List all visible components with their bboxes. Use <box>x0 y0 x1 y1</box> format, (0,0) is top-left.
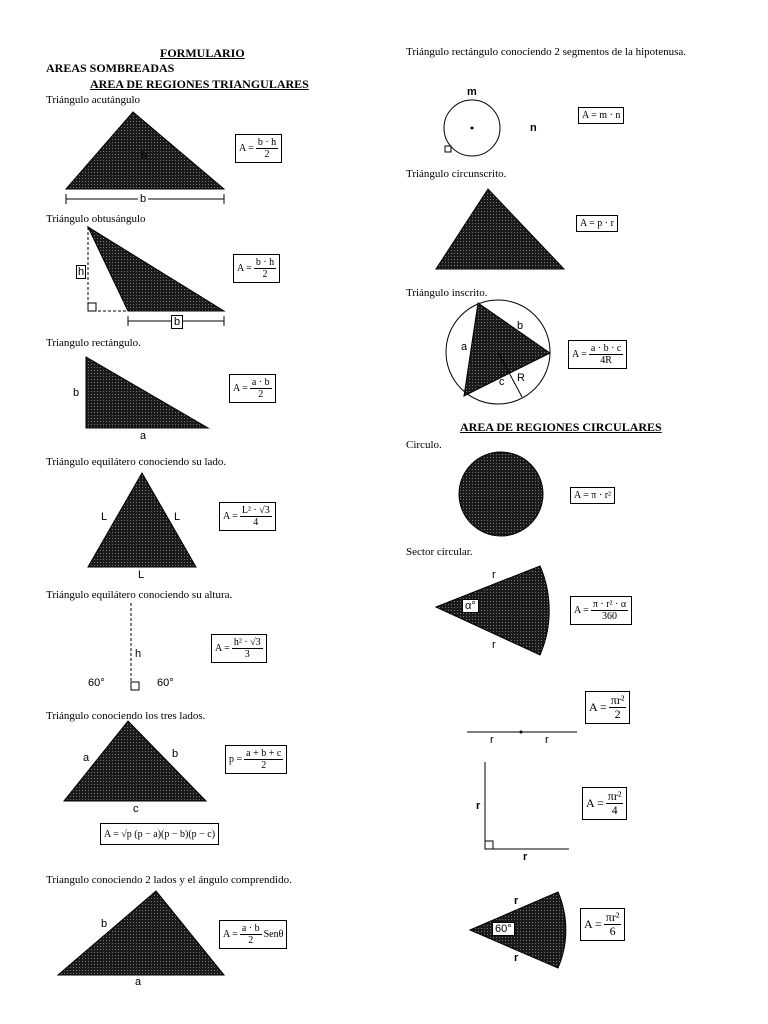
circle-formula: A = π · r² <box>570 487 615 504</box>
section-triangular-title: AREA DE REGIONES TRIANGULARES <box>90 77 309 91</box>
quarter-r1: r <box>476 800 481 812</box>
equil-height-h: h <box>135 648 142 660</box>
equil-height-ang1: 60° <box>88 677 105 689</box>
hyp-m: m <box>467 86 477 98</box>
three-sides-a-formula: A = √p (p − a)(p − b)(p − c) <box>100 823 219 845</box>
acute-formula: A = $\frac{b \cdot h}{2}$ <box>235 134 282 163</box>
right-caption: Triangulo rectángulo. <box>46 337 141 349</box>
section-circular-title: AREA DE REGIONES CIRCULARES <box>460 420 662 434</box>
circle-shape <box>459 452 543 536</box>
half-formula: A = $\frac{\text{πr²}}{2}$ <box>585 691 630 724</box>
obtuse-caption: Triángulo obtusángulo <box>46 213 146 225</box>
equil-side-l3: L <box>138 569 145 581</box>
obtuse-h-label: h <box>78 266 85 278</box>
circle-caption: Circulo. <box>406 439 442 451</box>
equil-height-ang2: 60° <box>157 677 174 689</box>
equil-height-formula: A = $\frac{\text{h² · √3}}{3}$ <box>211 634 267 663</box>
sixth-angle: 60° <box>492 922 515 936</box>
equil-height-caption: Triángulo equilátero conociendo su altura. <box>46 589 233 601</box>
equil-side-l1: L <box>101 511 108 523</box>
three-sides-a: a <box>83 752 90 764</box>
right-triangle-shape <box>86 357 208 428</box>
subtitle: AREAS SOMBREADAS <box>46 61 175 75</box>
two-sides-caption: Triangulo conociendo 2 lados y el ángulo comprendido. <box>46 874 292 886</box>
acute-h-label: h <box>141 150 148 162</box>
sector-formula: A = $\frac{\text{π · r² · α}}{360}$ <box>570 596 632 625</box>
three-sides-caption: Triángulo conociendo los tres lados. <box>46 710 206 722</box>
half-r2: r <box>545 734 549 746</box>
sector-caption: Sector circular. <box>406 546 473 558</box>
quarter-r2: r <box>523 851 528 863</box>
hyp-caption: Triángulo rectángulo conociendo 2 segmentos de la hipotenusa. <box>406 46 687 58</box>
acute-b-label: b <box>140 193 147 205</box>
equil-side-caption: Triángulo equilátero conociendo su lado. <box>46 456 227 468</box>
circ-caption: Triángulo circunscrito. <box>406 168 507 180</box>
three-sides-b: b <box>172 748 179 760</box>
sixth-r1: r <box>514 895 519 907</box>
three-sides-c: c <box>133 803 139 815</box>
sector-alpha: α° <box>462 599 479 613</box>
half-r1: r <box>490 734 494 746</box>
obtuse-formula: A = $\frac{b \cdot h}{2}$ <box>233 254 280 283</box>
sector-r1: r <box>492 569 496 581</box>
two-sides-b: b <box>101 918 108 930</box>
circumscribed-triangle-shape <box>436 189 564 269</box>
right-a-label: a <box>140 430 147 442</box>
circ-formula: A = p · r <box>576 215 618 232</box>
insc-R: R <box>517 372 525 384</box>
two-sides-formula: A = $\frac{a \cdot b}{2}$ Senθ <box>219 920 287 949</box>
obtuse-b-label: b <box>171 315 183 329</box>
sector-r2: r <box>492 639 496 651</box>
equil-side-l2: L <box>174 511 181 523</box>
insc-formula: A = $\frac{a \cdot b \cdot c}{4R}$ <box>568 340 627 369</box>
two-sides-triangle-shape <box>58 891 224 975</box>
insc-b: b <box>517 320 524 332</box>
right-b-label: b <box>73 387 80 399</box>
sixth-r2: r <box>514 952 519 964</box>
obtuse-triangle-shape <box>88 227 224 311</box>
insc-a: a <box>461 341 468 353</box>
quarter-formula: A = $\frac{\text{πr²}}{4}$ <box>582 787 627 820</box>
acute-caption: Triángulo acutángulo <box>46 94 140 106</box>
three-sides-p-formula: p = $\frac{a + b + c}{2}$ <box>225 745 287 774</box>
insc-caption: Triángulo inscrito. <box>406 287 488 299</box>
equil-side-formula: A = $\frac{\text{L² · √3}}{4}$ <box>219 502 276 531</box>
sixth-formula: A = $\frac{\text{πr²}}{6}$ <box>580 908 625 941</box>
main-title: FORMULARIO <box>160 46 245 60</box>
hyp-n: n <box>530 122 537 134</box>
hyp-formula: A = m · n <box>578 107 624 124</box>
insc-c: c <box>499 376 505 388</box>
two-sides-a: a <box>135 976 142 988</box>
right-formula: A = $\frac{a \cdot b}{2}$ <box>229 374 276 403</box>
